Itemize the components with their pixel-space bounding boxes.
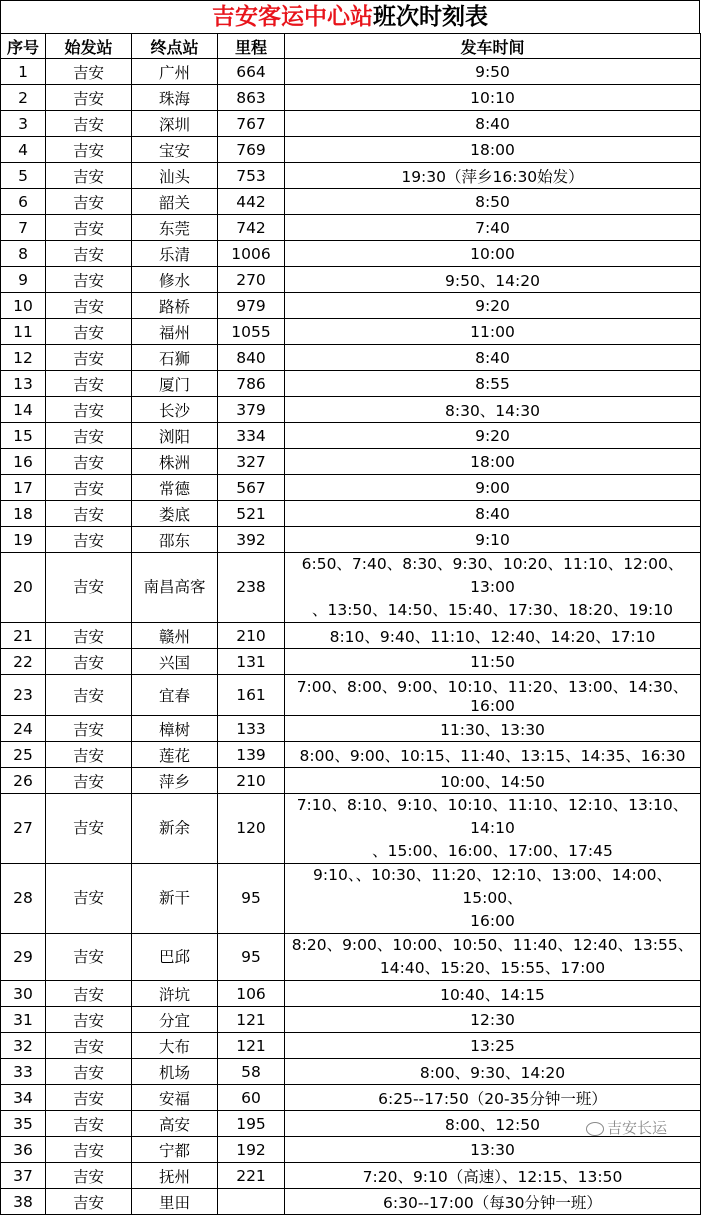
cell-to: 分宜 xyxy=(132,1007,218,1033)
times-line: 8:40 xyxy=(475,504,510,523)
cell-to: 莲花 xyxy=(132,742,218,768)
cell-no: 10 xyxy=(1,293,46,319)
cell-km: 192 xyxy=(218,1137,285,1163)
table-row xyxy=(1,1033,701,1059)
table-row xyxy=(1,293,701,319)
times-line: 19:30（萍乡16:30始发） xyxy=(401,167,584,186)
table-row xyxy=(1,742,701,768)
cell-times xyxy=(285,1085,701,1111)
cell-times xyxy=(285,864,701,934)
cell-times xyxy=(285,1033,701,1059)
table-row xyxy=(1,1137,701,1163)
cell-no: 27 xyxy=(1,794,46,864)
cell-to: 兴国 xyxy=(132,649,218,675)
cell-times xyxy=(285,716,701,742)
cell-times xyxy=(285,981,701,1007)
cell-no: 13 xyxy=(1,371,46,397)
cell-no: 22 xyxy=(1,649,46,675)
cell-from: 吉安 xyxy=(46,675,132,716)
cell-no: 38 xyxy=(1,1189,46,1215)
cell-from: 吉安 xyxy=(46,59,132,85)
table-row xyxy=(1,934,701,981)
times-line: 13:30 xyxy=(470,1140,515,1159)
times-line-2: 14:40、15:20、15:55、17:00 xyxy=(379,959,606,977)
cell-no: 26 xyxy=(1,768,46,794)
cell-to: 浒坑 xyxy=(132,981,218,1007)
cell-from: 吉安 xyxy=(46,189,132,215)
table-row xyxy=(1,864,701,934)
cell-from: 吉安 xyxy=(46,768,132,794)
cell-no: 37 xyxy=(1,1163,46,1189)
cell-km: 664 xyxy=(218,59,285,85)
header-to: 终点站 xyxy=(132,34,218,59)
cell-to: 安福 xyxy=(132,1085,218,1111)
cell-no: 5 xyxy=(1,163,46,189)
times-line: 9:00 xyxy=(475,478,510,497)
cell-no: 7 xyxy=(1,215,46,241)
cell-km: 840 xyxy=(218,345,285,371)
times-line: 10:00 xyxy=(470,244,515,263)
watermark xyxy=(586,1117,667,1138)
cell-times xyxy=(285,475,701,501)
times-line: 6:25--17:50（20-35分钟一班） xyxy=(378,1089,607,1108)
cell-times xyxy=(285,345,701,371)
cell-to: 邵东 xyxy=(132,527,218,553)
cell-times xyxy=(285,623,701,649)
cell-no: 19 xyxy=(1,527,46,553)
table-row xyxy=(1,649,701,675)
table-row xyxy=(1,501,701,527)
cell-km: 979 xyxy=(218,293,285,319)
cell-km: 131 xyxy=(218,649,285,675)
table-row xyxy=(1,794,701,864)
cell-to: 石狮 xyxy=(132,345,218,371)
cell-from: 吉安 xyxy=(46,1137,132,1163)
cell-to: 赣州 xyxy=(132,623,218,649)
table-row xyxy=(1,981,701,1007)
table-row xyxy=(1,59,701,85)
times-line: 10:10 xyxy=(470,88,515,107)
cell-to: 厦门 xyxy=(132,371,218,397)
cell-times xyxy=(285,1137,701,1163)
cell-to: 修水 xyxy=(132,267,218,293)
cell-from: 吉安 xyxy=(46,241,132,267)
cell-to: 长沙 xyxy=(132,397,218,423)
times-line: 13:25 xyxy=(470,1036,515,1055)
cell-to: 浏阳 xyxy=(132,423,218,449)
cell-from: 吉安 xyxy=(46,137,132,163)
cell-to: 萍乡 xyxy=(132,768,218,794)
cell-times xyxy=(285,397,701,423)
table-row xyxy=(1,345,701,371)
cell-times xyxy=(285,423,701,449)
cell-times xyxy=(285,189,701,215)
cell-no: 33 xyxy=(1,1059,46,1085)
cell-times xyxy=(285,371,701,397)
cell-to: 福州 xyxy=(132,319,218,345)
cell-from: 吉安 xyxy=(46,1111,132,1137)
table-row xyxy=(1,449,701,475)
cell-from: 吉安 xyxy=(46,111,132,137)
times-line: 8:00、12:50 xyxy=(445,1115,540,1134)
cell-km: 139 xyxy=(218,742,285,768)
cell-no: 16 xyxy=(1,449,46,475)
cell-to: 宁都 xyxy=(132,1137,218,1163)
times-line: 18:00 xyxy=(470,140,515,159)
cell-km: 106 xyxy=(218,981,285,1007)
times-line: 7:40 xyxy=(475,218,510,237)
cell-no: 20 xyxy=(1,553,46,623)
table-row xyxy=(1,1059,701,1085)
table-row xyxy=(1,163,701,189)
cell-from: 吉安 xyxy=(46,794,132,864)
times-line: 8:00、9:30、14:20 xyxy=(419,1063,566,1082)
times-line: 10:00、14:50 xyxy=(440,772,545,791)
cell-to: 乐清 xyxy=(132,241,218,267)
cell-km: 786 xyxy=(218,371,285,397)
table-row xyxy=(1,397,701,423)
times-line-2: 、15:00、16:00、17:00、17:45 xyxy=(372,842,613,860)
table-row xyxy=(1,423,701,449)
table-row xyxy=(1,1085,701,1111)
cell-from: 吉安 xyxy=(46,981,132,1007)
cell-km: 95 xyxy=(218,934,285,981)
times-line: 8:00、9:00、10:15、11:40、13:15、14:35、16:30 xyxy=(299,746,686,765)
cell-from: 吉安 xyxy=(46,85,132,111)
table-row xyxy=(1,553,701,623)
cell-no: 34 xyxy=(1,1085,46,1111)
header-row xyxy=(1,34,701,59)
cell-no: 11 xyxy=(1,319,46,345)
header-from: 始发站 xyxy=(46,34,132,59)
cell-from: 吉安 xyxy=(46,934,132,981)
table-row xyxy=(1,137,701,163)
cell-from: 吉安 xyxy=(46,1059,132,1085)
times-line: 10:40、14:15 xyxy=(440,985,545,1004)
cell-no: 15 xyxy=(1,423,46,449)
cell-times xyxy=(285,163,701,189)
cell-km: 270 xyxy=(218,267,285,293)
cell-to: 深圳 xyxy=(132,111,218,137)
cell-from: 吉安 xyxy=(46,371,132,397)
cell-km: 769 xyxy=(218,137,285,163)
table-row xyxy=(1,85,701,111)
times-line: 8:30、14:30 xyxy=(445,401,540,420)
cell-to: 广州 xyxy=(132,59,218,85)
cell-from: 吉安 xyxy=(46,423,132,449)
table-row xyxy=(1,241,701,267)
cell-from: 吉安 xyxy=(46,649,132,675)
cell-no: 8 xyxy=(1,241,46,267)
cell-times xyxy=(285,319,701,345)
cell-no: 18 xyxy=(1,501,46,527)
table-row xyxy=(1,371,701,397)
times-line: 11:50 xyxy=(470,652,515,671)
cell-km: 221 xyxy=(218,1163,285,1189)
cell-no: 14 xyxy=(1,397,46,423)
cell-no: 6 xyxy=(1,189,46,215)
cell-km: 121 xyxy=(218,1033,285,1059)
cell-from: 吉安 xyxy=(46,1007,132,1033)
times-line: 7:00、8:00、9:00、10:10、11:20、13:00、14:30、16:00 xyxy=(296,678,689,715)
timetable xyxy=(0,33,701,1215)
cell-km: 60 xyxy=(218,1085,285,1111)
times-line: 9:50、14:20 xyxy=(445,271,540,290)
cell-to: 高安 xyxy=(132,1111,218,1137)
cell-times xyxy=(285,768,701,794)
cell-km: 195 xyxy=(218,1111,285,1137)
times-line: 8:20、9:00、10:00、10:50、11:40、12:40、13:55、 xyxy=(291,936,694,954)
cell-times xyxy=(285,85,701,111)
cell-km: 753 xyxy=(218,163,285,189)
table-row xyxy=(1,319,701,345)
cell-km: 133 xyxy=(218,716,285,742)
table-row xyxy=(1,475,701,501)
cell-to: 新余 xyxy=(132,794,218,864)
cell-to: 汕头 xyxy=(132,163,218,189)
header-km: 里程 xyxy=(218,34,285,59)
cell-times xyxy=(285,137,701,163)
cell-km: 327 xyxy=(218,449,285,475)
timetable-body xyxy=(1,59,701,1215)
table-row xyxy=(1,716,701,742)
cell-to: 樟树 xyxy=(132,716,218,742)
cell-to: 宝安 xyxy=(132,137,218,163)
table-row xyxy=(1,768,701,794)
cell-from: 吉安 xyxy=(46,501,132,527)
cell-no: 36 xyxy=(1,1137,46,1163)
cell-no: 2 xyxy=(1,85,46,111)
times-line-2: 16:00 xyxy=(470,912,515,930)
cell-km: 567 xyxy=(218,475,285,501)
times-line: 8:55 xyxy=(475,374,510,393)
cell-times xyxy=(285,1189,701,1215)
cell-from: 吉安 xyxy=(46,742,132,768)
header-no: 序号 xyxy=(1,34,46,59)
cell-no: 28 xyxy=(1,864,46,934)
cell-no: 32 xyxy=(1,1033,46,1059)
cell-km: 392 xyxy=(218,527,285,553)
cell-to: 韶关 xyxy=(132,189,218,215)
cell-km xyxy=(218,1189,285,1215)
cell-to: 巴邱 xyxy=(132,934,218,981)
times-line: 8:10、9:40、11:10、12:40、14:20、17:10 xyxy=(329,627,656,646)
header-times: 发车时间 xyxy=(285,34,701,59)
cell-to: 宜春 xyxy=(132,675,218,716)
times-line: 9:10、、10:30、11:20、12:10、13:00、14:00、15:00、 xyxy=(313,866,672,907)
cell-to: 珠海 xyxy=(132,85,218,111)
cell-to: 大布 xyxy=(132,1033,218,1059)
cell-from: 吉安 xyxy=(46,623,132,649)
watermark-text: 吉安长运 xyxy=(607,1119,668,1137)
table-row xyxy=(1,623,701,649)
cell-to: 南昌高客 xyxy=(132,553,218,623)
cell-times xyxy=(285,111,701,137)
cell-km: 863 xyxy=(218,85,285,111)
cell-km: 1055 xyxy=(218,319,285,345)
cell-no: 4 xyxy=(1,137,46,163)
cell-no: 12 xyxy=(1,345,46,371)
cell-no: 17 xyxy=(1,475,46,501)
cell-from: 吉安 xyxy=(46,215,132,241)
times-line: 11:00 xyxy=(470,322,515,341)
cell-times xyxy=(285,1059,701,1085)
cell-km: 238 xyxy=(218,553,285,623)
table-row xyxy=(1,111,701,137)
cell-times xyxy=(285,675,701,716)
cell-times xyxy=(285,501,701,527)
cell-to: 东莞 xyxy=(132,215,218,241)
cell-to: 常德 xyxy=(132,475,218,501)
cell-km: 58 xyxy=(218,1059,285,1085)
cell-no: 9 xyxy=(1,267,46,293)
times-line: 7:10、8:10、9:10、10:10、11:10、12:10、13:10、14:10 xyxy=(296,796,689,837)
cell-no: 29 xyxy=(1,934,46,981)
cell-km: 521 xyxy=(218,501,285,527)
table-row xyxy=(1,189,701,215)
cell-times xyxy=(285,649,701,675)
cell-to: 里田 xyxy=(132,1189,218,1215)
times-line: 8:40 xyxy=(475,348,510,367)
cell-km: 742 xyxy=(218,215,285,241)
times-line: 9:20 xyxy=(475,296,510,315)
cell-from: 吉安 xyxy=(46,527,132,553)
cell-no: 35 xyxy=(1,1111,46,1137)
cell-from: 吉安 xyxy=(46,1163,132,1189)
cell-from: 吉安 xyxy=(46,449,132,475)
times-line: 9:50 xyxy=(475,62,510,81)
cell-no: 25 xyxy=(1,742,46,768)
cell-from: 吉安 xyxy=(46,716,132,742)
cell-to: 株洲 xyxy=(132,449,218,475)
times-line-2: 、13:50、14:50、15:40、17:30、18:20、19:10 xyxy=(311,601,673,619)
times-line: 6:30--17:00（每30分钟一班） xyxy=(383,1193,602,1212)
table-row xyxy=(1,267,701,293)
cell-no: 21 xyxy=(1,623,46,649)
times-line: 6:50、7:40、8:30、9:30、10:20、11:10、12:00、13:00 xyxy=(301,555,684,596)
title-timetable: 班次时刻表 xyxy=(373,4,488,30)
cell-times xyxy=(285,934,701,981)
times-line: 11:30、13:30 xyxy=(440,720,545,739)
table-row xyxy=(1,675,701,716)
cell-from: 吉安 xyxy=(46,397,132,423)
table-row xyxy=(1,1007,701,1033)
cell-km: 95 xyxy=(218,864,285,934)
cell-no: 31 xyxy=(1,1007,46,1033)
cell-from: 吉安 xyxy=(46,864,132,934)
cell-from: 吉安 xyxy=(46,553,132,623)
cell-times xyxy=(285,449,701,475)
cell-km: 442 xyxy=(218,189,285,215)
cell-to: 机场 xyxy=(132,1059,218,1085)
cell-to: 新干 xyxy=(132,864,218,934)
cell-to: 路桥 xyxy=(132,293,218,319)
cell-to: 抚州 xyxy=(132,1163,218,1189)
cell-from: 吉安 xyxy=(46,1085,132,1111)
cell-from: 吉安 xyxy=(46,345,132,371)
page-title xyxy=(0,0,700,33)
cell-no: 30 xyxy=(1,981,46,1007)
cell-times xyxy=(285,293,701,319)
times-line: 9:20 xyxy=(475,426,510,445)
times-line: 7:20、9:10（高速）、12:15、13:50 xyxy=(362,1167,623,1186)
cell-km: 1006 xyxy=(218,241,285,267)
cell-km: 161 xyxy=(218,675,285,716)
cell-times xyxy=(285,267,701,293)
cell-km: 121 xyxy=(218,1007,285,1033)
cell-no: 1 xyxy=(1,59,46,85)
cell-from: 吉安 xyxy=(46,267,132,293)
cell-from: 吉安 xyxy=(46,163,132,189)
times-line: 12:30 xyxy=(470,1010,515,1029)
times-line: 8:40 xyxy=(475,114,510,133)
cell-from: 吉安 xyxy=(46,319,132,345)
cell-from: 吉安 xyxy=(46,1189,132,1215)
cell-times xyxy=(285,794,701,864)
cell-times xyxy=(285,215,701,241)
cell-to: 娄底 xyxy=(132,501,218,527)
cell-km: 334 xyxy=(218,423,285,449)
cell-times xyxy=(285,1007,701,1033)
cell-km: 767 xyxy=(218,111,285,137)
cell-times xyxy=(285,527,701,553)
cell-times xyxy=(285,1163,701,1189)
cell-times xyxy=(285,742,701,768)
cell-no: 24 xyxy=(1,716,46,742)
cell-no: 3 xyxy=(1,111,46,137)
table-row xyxy=(1,1163,701,1189)
cell-km: 210 xyxy=(218,768,285,794)
table-row xyxy=(1,527,701,553)
cell-km: 120 xyxy=(218,794,285,864)
table-row xyxy=(1,1189,701,1215)
times-line: 9:10 xyxy=(475,530,510,549)
cell-from: 吉安 xyxy=(46,1033,132,1059)
times-line: 8:50 xyxy=(475,192,510,211)
table-row xyxy=(1,215,701,241)
cell-km: 210 xyxy=(218,623,285,649)
wechat-icon xyxy=(586,1122,604,1136)
times-line: 18:00 xyxy=(470,452,515,471)
cell-times xyxy=(285,553,701,623)
cell-from: 吉安 xyxy=(46,475,132,501)
cell-times xyxy=(285,59,701,85)
cell-no: 23 xyxy=(1,675,46,716)
cell-times xyxy=(285,241,701,267)
title-station: 吉安客运中心站 xyxy=(212,4,373,30)
cell-km: 379 xyxy=(218,397,285,423)
cell-from: 吉安 xyxy=(46,293,132,319)
